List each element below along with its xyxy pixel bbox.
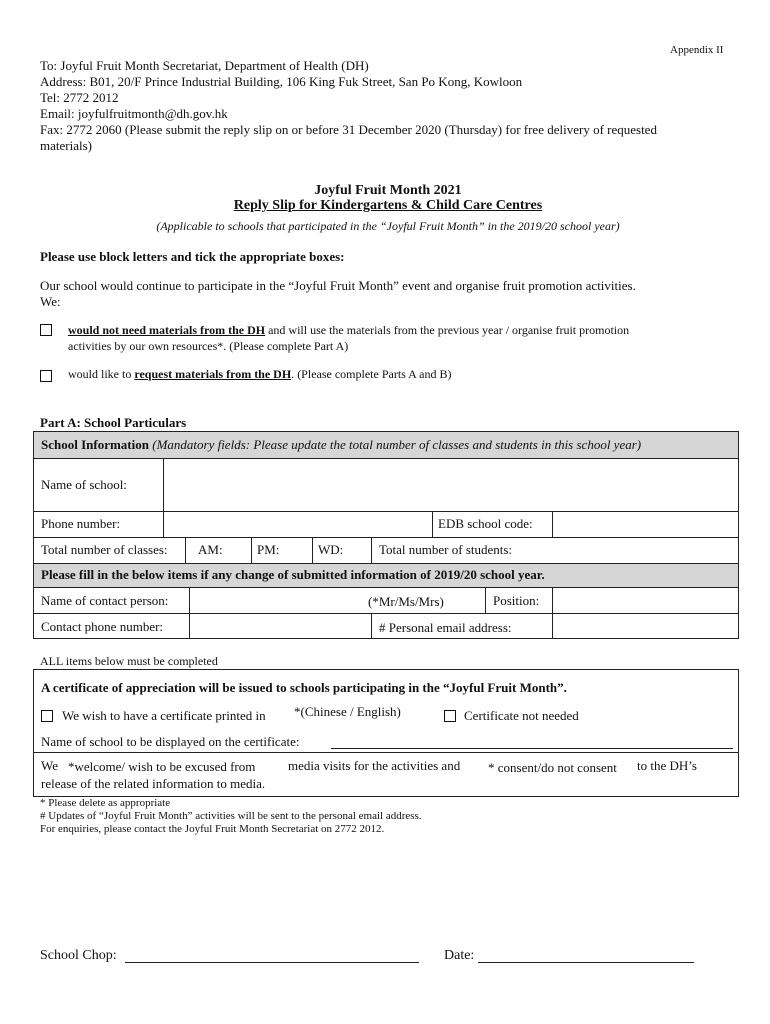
header-address: Address: B01, 20/F Prince Industrial Building, 106 King Fuk Street, San Po Kong, Kowloon [40,74,523,89]
intro-line-1: Our school would continue to participate in the “Joyful Fruit Month” event and organise fruit promotion activities. [40,278,636,293]
phone-number-field[interactable] [165,513,431,536]
change-notice: Please fill in the below items if any change of submitted information of 2019/20 school year. [41,567,545,582]
certificate-section [33,669,739,797]
display-name-field[interactable] [331,748,733,749]
header-tel: Tel: 2772 2012 [40,90,119,105]
media-we: We [41,758,58,773]
date-field[interactable] [478,962,694,963]
certificate-wish-label: We wish to have a certificate printed in [62,708,266,723]
applicable-note: (Applicable to schools that participated in the “Joyful Fruit Month” in the 2019/20 school year) [156,219,620,233]
personal-email-field[interactable] [554,615,737,637]
edb-code-field[interactable] [554,513,737,536]
option-no-materials-rest: and will use the materials from the previous year / organise fruit promotion [265,323,630,337]
option-request-materials [68,367,452,382]
header-to: To: Joyful Fruit Month Secretariat, Department of Health (DH) [40,58,369,73]
intro-text [40,278,636,310]
pm-label[interactable]: PM: [257,542,280,557]
consent-options[interactable]: * consent/do not consent [488,760,617,775]
intro-line-2: We: [40,294,61,309]
all-items-required: ALL items below must be completed [40,654,218,668]
edb-code-label: EDB school code: [438,516,533,531]
contact-phone-field[interactable] [191,615,370,637]
certificate-not-needed-label: Certificate not needed [464,708,579,723]
total-classes-label: Total number of classes: [41,542,168,557]
form-title: Joyful Fruit Month 2021 [314,183,462,198]
wd-label[interactable]: WD: [318,542,344,557]
certificate-not-needed-checkbox[interactable] [444,710,456,722]
option-request-bold: request materials from the DH [134,367,292,381]
position-label: Position: [493,593,540,608]
school-info-header [41,437,641,453]
instruction: Please use block letters and tick the appropriate boxes: [40,249,345,264]
option-request-materials-checkbox[interactable] [40,370,52,382]
option-request-post: . (Please complete Parts A and B) [291,367,452,381]
school-particulars-table [33,431,739,639]
date-label: Date: [444,948,475,963]
am-label[interactable]: AM: [198,542,223,557]
option-no-materials-bold: would not need materials from the DH [68,323,266,337]
name-of-school-field[interactable] [165,460,737,510]
total-students-label[interactable]: Total number of students: [379,542,513,557]
certificate-heading: A certificate of appreciation will be issued to schools participating in the “Joyful Fruit Month”. [41,680,567,695]
position-field[interactable] [554,589,737,612]
name-of-school-label: Name of school: [41,477,127,492]
school-chop-label: School Chop: [40,948,117,963]
display-name-label: Name of school to be displayed on the certificate: [41,734,300,749]
personal-email-label: # Personal email address: [379,620,512,635]
release-text: release of the related information to media. [41,776,266,791]
option-no-materials-checkbox[interactable] [40,324,52,336]
contact-person-label: Name of contact person: [41,593,169,608]
appendix-label: Appendix II [670,44,724,56]
note-enquiries: For enquiries, please contact the Joyful Fruit Month Secretariat on 2772 2012. [40,823,385,835]
contact-phone-label: Contact phone number: [41,619,164,634]
header-block [40,58,657,154]
option-no-materials-line2: activities by our own resources*. (Please complete Part A) [68,339,349,353]
school-info-bold: School Information [41,437,149,452]
phone-number-label: Phone number: [41,516,121,531]
media-visits-text: media visits for the activities and [288,758,461,773]
option-no-materials [68,322,629,354]
notes [40,797,422,836]
form-subtitle: Reply Slip for Kindergartens & Child Care Centres [233,198,543,213]
school-info-note: (Mandatory fields: Please update the total number of classes and students in this school year) [148,437,642,452]
to-dh-text: to the DH’s [637,758,697,773]
media-welcome-options[interactable]: *welcome/ wish to be excused from [68,759,256,774]
option-request-pre: would like to [68,367,135,381]
header-email: Email: joyfulfruitmonth@dh.gov.hk [40,106,228,121]
header-fax: Fax: 2772 2060 (Please submit the reply slip on or before 31 December 2020 (Thursday) for free delivery of requested [40,122,657,137]
header-fax-cont: materials) [40,138,92,153]
note-updates: # Updates of “Joyful Fruit Month” activities will be sent to the personal email address. [40,810,422,822]
title-options: (*Mr/Ms/Mrs) [368,594,444,609]
note-delete: * Please delete as appropriate [40,797,171,809]
part-a-heading: Part A: School Particulars [40,415,187,430]
certificate-language[interactable]: *(Chinese / English) [294,704,401,719]
certificate-wish-checkbox[interactable] [41,710,53,722]
school-chop-field[interactable] [125,962,419,963]
